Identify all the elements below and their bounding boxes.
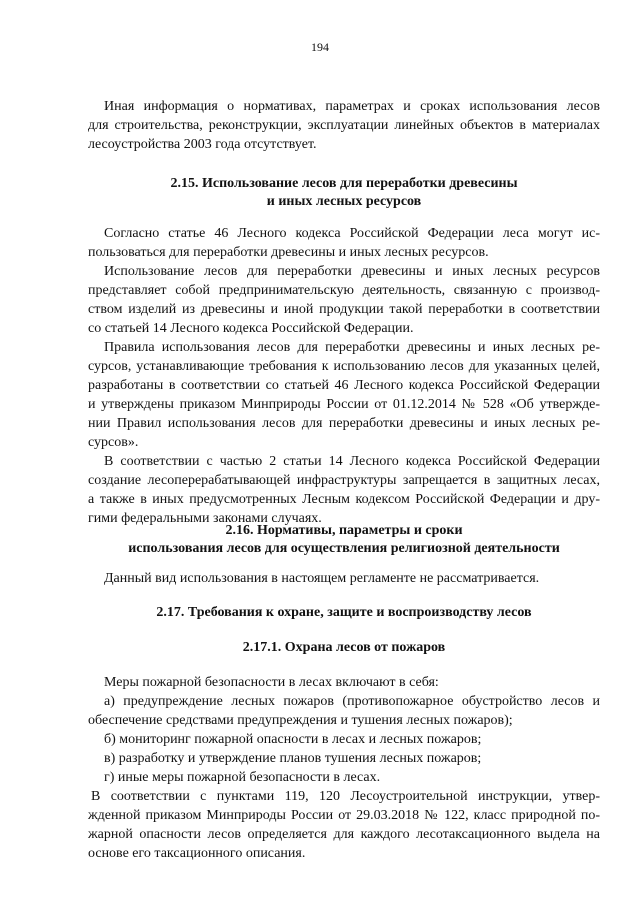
heading-line: 2.17.1. Охрана лесов от пожаров: [242, 640, 446, 655]
text-line: разработаны в соответствии со статьей 46 Лесного кодекса Российской Федерации: [88, 378, 600, 393]
list-item: обеспечение средствами предупреждения и тушения лесных пожаров);: [88, 713, 513, 728]
text-line: гими федеральными законами случаях.: [88, 511, 322, 526]
list-item: в) разработку и утверждение планов тушения лесных пожаров;: [104, 751, 482, 766]
text-line: Иная информация о нормативах, параметрах и сроках использования лесов: [104, 99, 600, 114]
text-line: лесоустройства 2003 года отсутствует.: [88, 137, 317, 152]
section-heading-2-17-1: [88, 639, 600, 657]
list-item: б) мониторинг пожарной опасности в лесах и лесных пожаров;: [104, 732, 482, 747]
text-line: для строительства, реконструкции, эксплуатации линейных объектов в материалах: [88, 118, 600, 133]
text-line: ством изделий из древесины и иной продукции такой переработки в соответствии: [88, 302, 600, 317]
section-heading-2-17: [88, 604, 600, 622]
paragraph-2-15-d: [88, 452, 600, 528]
text-line: а также в иных предусмотренных Лесным кодексом Российской Федерации и дру-: [88, 492, 600, 507]
paragraph-2-17-1-b: [88, 787, 600, 863]
text-line: В соответствии с частью 2 статьи 14 Лесного кодекса Российской Федерации: [104, 454, 600, 469]
text-line: Правила использования лесов для переработки древесины и иных лесных ре-: [104, 340, 600, 355]
text-line: представляет собой предпринимательскую деятельность, связанную с производ-: [88, 283, 600, 298]
page-number: 194: [311, 40, 329, 54]
text-line: жарной опасности лесов определяется для каждого лесотаксационного выдела на: [88, 827, 600, 842]
text-line: и утверждены приказом Минприроды России от 01.12.2014 № 528 «Об утвержде-: [88, 397, 600, 412]
heading-line: 2.16. Нормативы, параметры и сроки: [225, 523, 463, 538]
paragraph-2-16: [88, 569, 600, 588]
text-line: В соответствии с пунктами 119, 120 Лесоустроительной инструкции, утвер-: [91, 789, 600, 804]
paragraph-2-15-c: [88, 338, 600, 452]
text-line: со статьей 14 Лесного кодекса Российской Федерации.: [88, 321, 414, 336]
text-line: Использование лесов для переработки древесины и иных лесных ресурсов: [104, 264, 600, 279]
heading-line: использования лесов для осуществления религиозной деятельности: [128, 541, 560, 556]
paragraph-2-17-1-list: [88, 673, 600, 787]
text-line: жденной приказом Минприроды России от 29.03.2018 № 122, класс природной по-: [88, 808, 600, 823]
section-heading-2-15: [88, 175, 600, 211]
text-line: сурсов, устанавливающие требования к использованию лесов для указанных целей,: [88, 359, 600, 374]
text-line: нии Правил использования лесов для переработки древесины и иных лесных ре-: [88, 416, 600, 431]
heading-line: и иных лесных ресурсов: [266, 194, 422, 209]
heading-line: 2.15. Использование лесов для переработки древесины: [170, 176, 518, 191]
section-heading-2-16: [88, 522, 600, 558]
text-line: пользоваться для переработки древесины и иных лесных ресурсов.: [88, 245, 489, 260]
paragraph-2-15-a: [88, 224, 600, 262]
paragraph-intro: [88, 97, 600, 154]
text-line: сурсов».: [88, 435, 139, 450]
paragraph-2-15-b: [88, 262, 600, 338]
list-item: г) иные меры пожарной безопасности в лесах.: [104, 770, 381, 785]
text-line: создание лесоперерабатывающей инфраструктуры запрещается в защитных лесах,: [88, 473, 600, 488]
list-intro: Меры пожарной безопасности в лесах включают в себя:: [104, 675, 439, 690]
list-item: а) предупреждение лесных пожаров (противопожарное обустройство лесов и: [104, 694, 600, 709]
text-line: основе его таксационного описания.: [88, 846, 306, 861]
text-line: Согласно статье 46 Лесного кодекса Российской Федерации леса могут ис-: [104, 226, 600, 241]
heading-line: 2.17. Требования к охране, защите и воспроизводству лесов: [156, 605, 532, 620]
text-line: Данный вид использования в настоящем регламенте не рассматривается.: [104, 571, 540, 586]
